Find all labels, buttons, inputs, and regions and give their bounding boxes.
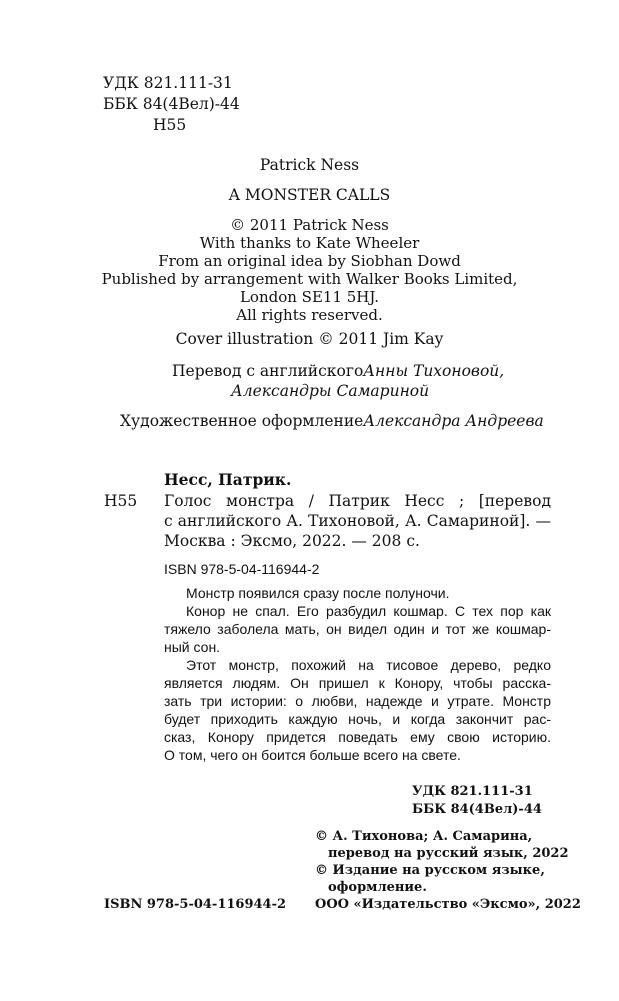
rights-line: Published by arrangement with Walker Books Limited,	[101, 270, 518, 288]
annotation-line: Монстр появился сразу после полуночи.	[186, 585, 450, 601]
annotation-line: О том, чего он боится больше всего на свете.	[164, 747, 461, 763]
footer-copyright-line: перевод на русский язык, 2022	[328, 846, 569, 861]
designer-name: Александра Андреева	[363, 412, 544, 430]
footer-copyright-line: © А. Тихонова; А. Самарина,	[315, 829, 533, 844]
catalog-isbn: ISBN 978-5-04-116944-2	[164, 561, 320, 577]
catalog-line: с английского А. Тихоновой, А. Самариной]. —	[164, 512, 551, 530]
rights-line: London SE11 5HJ.	[239, 288, 380, 306]
footer-udk: УДК 821.111-31	[412, 784, 533, 799]
rights-line: © 2011 Patrick Ness	[230, 216, 389, 234]
original-author: Patrick Ness	[259, 156, 360, 174]
cover-illustration: Cover illustration © 2011 Jim Kay	[175, 330, 444, 348]
catalog-line: Москва : Эксмо, 2022. — 208 с.	[164, 532, 420, 550]
rights-line: All rights reserved.	[236, 306, 383, 324]
udk-code: УДК 821.111-31	[103, 74, 233, 92]
footer-isbn: ISBN 978-5-04-116944-2	[104, 897, 287, 912]
rights-line: With thanks to Kate Wheeler	[199, 234, 420, 252]
footer-copyright-line: ООО «Издательство «Эксмо», 2022	[315, 897, 581, 912]
design-credit	[120, 412, 544, 430]
translation-label: Перевод с английского	[172, 362, 364, 380]
translator-name: Александры Самариной	[231, 382, 430, 400]
annotation-line: сказ, Конору придется поведать ему свою историю.	[164, 729, 551, 745]
bbk-code: ББК 84(4Вел)-44	[103, 95, 240, 113]
annotation-line: ный сон.	[164, 639, 221, 655]
annotation-line: является людям. Он пришел к Конору, чтобы расска-	[164, 675, 551, 691]
annotation-line: зать три истории: о любви, надежде и утрате. Монстр	[164, 693, 551, 709]
footer-copyright-line: оформление.	[328, 880, 427, 895]
catalog-line: Голос монстра / Патрик Несс ; [перевод	[164, 492, 551, 510]
translator-name: Анны Тихоновой,	[363, 362, 505, 380]
annotation-line: Конор не спал. Его разбудил кошмар. С тех пор как	[186, 603, 551, 619]
annotation-line: тяжело заболела мать, он видел один и тот же кошмар-	[164, 621, 551, 637]
design-label: Художественное оформление	[120, 412, 364, 430]
annotation-line: Этот монстр, похожий на тисовое дерево, редко	[186, 657, 551, 673]
catalog-mark: Н55	[104, 492, 138, 510]
annotation-line: будет приходить каждую ночь, и когда закончит рас-	[164, 711, 551, 727]
author-mark: Н55	[153, 116, 187, 134]
original-title: A MONSTER CALLS	[228, 186, 391, 204]
translation-credit	[172, 362, 504, 380]
rights-line: From an original idea by Siobhan Dowd	[158, 252, 461, 270]
footer-copyright-line: © Издание на русском языке,	[315, 863, 545, 878]
catalog-heading: Несс, Патрик.	[164, 470, 292, 489]
footer-bbk: ББК 84(4Вел)-44	[412, 802, 542, 817]
